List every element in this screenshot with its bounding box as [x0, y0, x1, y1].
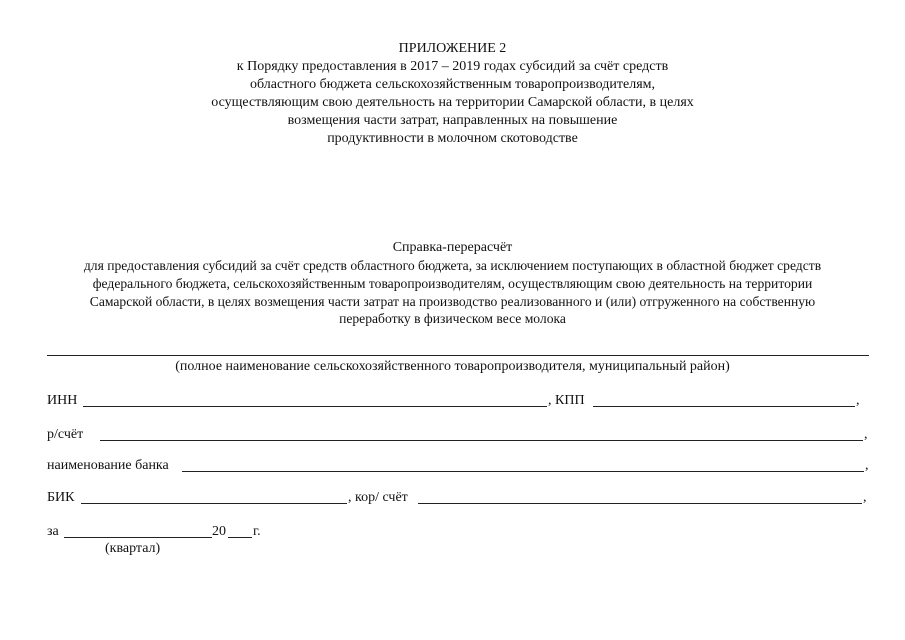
bik-label: БИК: [47, 490, 75, 505]
appendix-line: осуществляющим свою деятельность на территории Самарской области, в целях: [211, 95, 694, 110]
period-year-label: 20: [212, 524, 226, 539]
corr-account-field[interactable]: [418, 503, 862, 504]
producer-name-field[interactable]: [47, 355, 869, 356]
producer-name-caption: (полное наименование сельскохозяйственного товаропроизводителя, муниципальный район): [175, 359, 730, 374]
corr-comma: ,: [863, 490, 867, 505]
kpp-comma: ,: [856, 393, 860, 408]
certificate-line: Самарской области, в целях возмещения части затрат на производство реализованного и (или) отгруженного на собственную: [89, 294, 816, 309]
period-prefix: за: [47, 524, 59, 539]
kpp-label: , КПП: [548, 393, 585, 408]
year-field[interactable]: [228, 537, 252, 538]
account-label: р/счёт: [47, 427, 84, 442]
certificate-line: федерального бюджета, сельскохозяйственным товаропроизводителям, осуществляющим свою деятельность на территории: [92, 276, 813, 291]
appendix-line: областного бюджета сельскохозяйственным товаропроизводителям,: [249, 77, 655, 92]
quarter-caption: (квартал): [105, 541, 161, 556]
bik-field[interactable]: [81, 503, 347, 504]
inn-field[interactable]: [83, 406, 547, 407]
account-comma: ,: [864, 427, 868, 442]
bank-field[interactable]: [182, 471, 864, 472]
quarter-field[interactable]: [64, 537, 212, 538]
appendix-line: к Порядку предоставления в 2017 – 2019 годах субсидий за счёт средств: [236, 59, 669, 74]
appendix-title: ПРИЛОЖЕНИЕ 2: [398, 41, 507, 56]
kpp-field[interactable]: [593, 406, 855, 407]
appendix-line: возмещения части затрат, направленных на повышение: [287, 113, 618, 128]
bank-comma: ,: [865, 458, 869, 473]
appendix-line: продуктивности в молочном скотоводстве: [327, 131, 578, 146]
corr-account-label: , кор/ счёт: [348, 490, 408, 505]
certificate-line: переработку в физическом весе молока: [339, 311, 566, 326]
inn-label: ИНН: [47, 393, 78, 408]
period-suffix: г.: [253, 524, 261, 539]
bank-label: наименование банка: [47, 458, 169, 473]
account-field[interactable]: [100, 440, 863, 441]
certificate-line: для предоставления субсидий за счёт средств областного бюджета, за исключением поступающих в областной бюджет средств: [83, 258, 822, 273]
certificate-title: Справка-перерасчёт: [392, 240, 513, 255]
